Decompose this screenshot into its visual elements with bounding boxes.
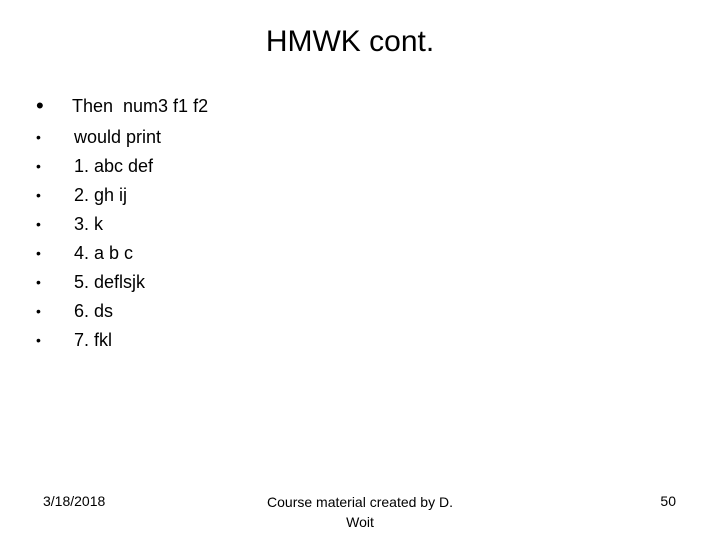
bullet-marker: •: [36, 93, 44, 118]
footer-date: 3/18/2018: [43, 493, 106, 509]
bullet-marker: •: [36, 187, 41, 203]
list-item-text: 3. k: [74, 214, 104, 234]
sub-bullet-list: [36, 123, 161, 355]
bullet-marker: •: [36, 245, 41, 261]
main-bullet-text: Then num3 f1 f2: [72, 96, 209, 116]
list-item: [36, 210, 161, 239]
list-item: [36, 123, 161, 152]
footer-credit: [250, 492, 470, 532]
list-item: [36, 326, 161, 355]
slide-title-text: HMWK cont.: [265, 25, 435, 58]
bullet-marker: •: [36, 129, 41, 145]
list-item: [36, 181, 161, 210]
bullet-marker: •: [36, 274, 41, 290]
bullet-marker: •: [36, 303, 41, 319]
list-item: [36, 152, 161, 181]
list-item-text: 2. gh ij: [74, 185, 128, 205]
list-item-text: 6. ds: [74, 301, 114, 321]
bullet-marker: •: [36, 216, 41, 232]
bullet-marker: •: [36, 332, 41, 348]
list-item: [36, 268, 161, 297]
list-item-text: 7. fkl: [74, 330, 113, 350]
slide-title: [0, 22, 720, 62]
list-item-text: 1. abc def: [74, 156, 154, 176]
footer-credit-line-2: Woit: [346, 514, 374, 530]
list-item-text: 5. deflsjk: [74, 272, 146, 292]
list-item: [36, 239, 161, 268]
list-item-text: would print: [74, 127, 162, 147]
bullet-marker: •: [36, 158, 41, 174]
list-item: [36, 297, 161, 326]
list-item-text: 4. a b c: [74, 243, 134, 263]
main-bullet-item: [36, 92, 208, 120]
slide-number: 50: [660, 493, 676, 509]
footer-credit-line-1: Course material created by D.: [267, 494, 453, 510]
